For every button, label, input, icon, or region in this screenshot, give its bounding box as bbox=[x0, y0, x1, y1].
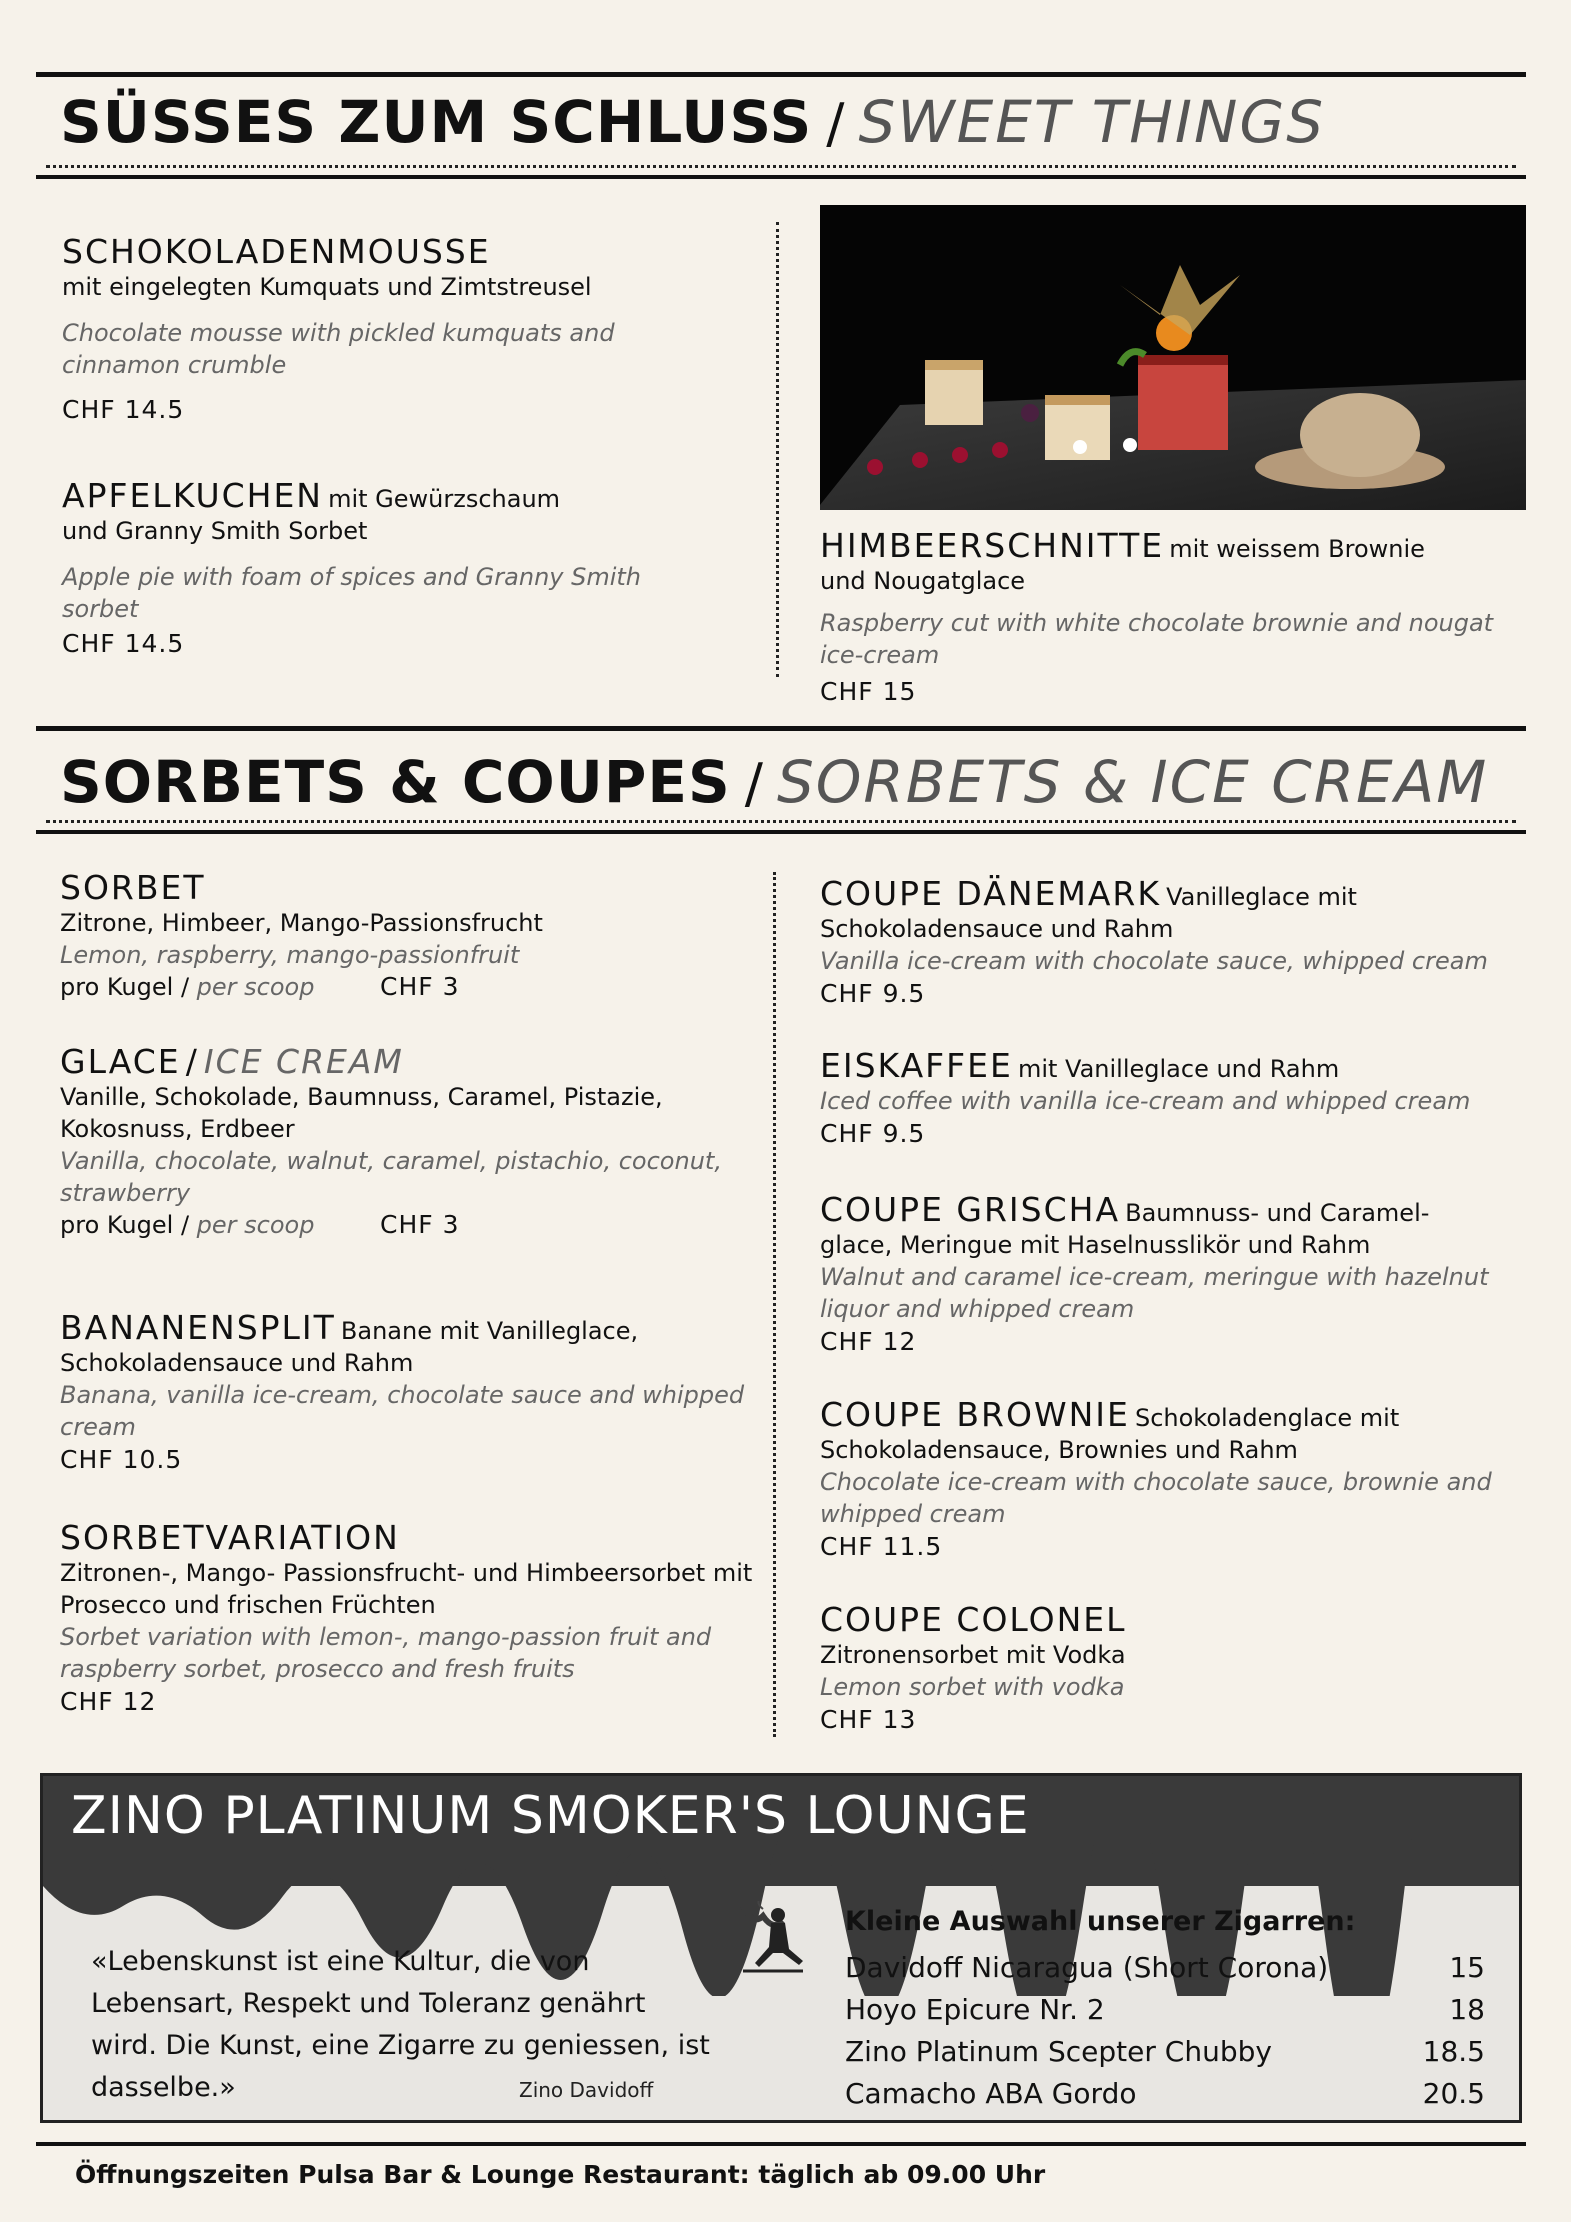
menu-item: HIMBEERSCHNITTE mit weissem Brownie und Nougatglace Raspberry cut with white chocolate brownie and nougat ice-cream CHF 15 bbox=[820, 526, 1494, 706]
lounge-title: ZINO PLATINUM SMOKER'S LOUNGE bbox=[71, 1786, 1030, 1846]
menu-item: SORBET Zitrone, Himbeer, Mango-Passionsfrucht Lemon, raspberry, mango-passionfruit pro Kugel / per scoop CHF 3 bbox=[60, 868, 543, 1001]
footer-rule bbox=[36, 2142, 1526, 2146]
section-rule bbox=[36, 830, 1526, 834]
column-divider bbox=[776, 222, 779, 677]
menu-item: SORBETVARIATION Zitronen-, Mango- Passionsfrucht- und Himbeersorbet mit Prosecco und frischen Früchten Sorbet variation with lemon-, mango-passion fruit and raspberry sorbet, prosecco and fresh fruits CHF 12 bbox=[60, 1518, 753, 1716]
section-title-en: SWEET THINGS bbox=[858, 88, 1326, 156]
section-title-en: SORBETS & ICE CREAM bbox=[776, 748, 1489, 816]
section-title-de: SORBETS & COUPES bbox=[60, 748, 731, 816]
section-title-de: SÜSSES ZUM SCHLUSS bbox=[60, 88, 813, 156]
menu-item: EISKAFFEE mit Vanilleglace und Rahm Iced coffee with vanilla ice-cream and whipped cream CHF 9.5 bbox=[820, 1046, 1471, 1148]
cigar-row: Camacho ABA Gordo 20.5 bbox=[845, 2077, 1485, 2110]
smokers-lounge-box bbox=[40, 1773, 1522, 2123]
quote-author: Zino Davidoff bbox=[519, 2078, 654, 2102]
section-title-sorbets: SORBETS & COUPES / SORBETS & ICE CREAM bbox=[60, 748, 1489, 816]
section-rule bbox=[36, 175, 1526, 179]
section-top-rule bbox=[36, 726, 1526, 731]
section-top-rule bbox=[36, 72, 1526, 77]
menu-item: COUPE GRISCHA Baumnuss- und Caramel- glace, Meringue mit Haselnusslikör und Rahm Walnut and caramel ice-cream, meringue with hazelnut liquor and whipped cream CHF 12 bbox=[820, 1190, 1489, 1356]
menu-item: SCHOKOLADENMOUSSE mit eingelegten Kumquats und Zimtstreusel Chocolate mousse with pickled kumquats and cinnamon crumble CHF 14.5 bbox=[62, 232, 615, 424]
menu-item: BANANENSPLIT Banane mit Vanilleglace, Schokoladensauce und Rahm Banana, vanilla ice-cream, chocolate sauce and whipped cream CHF 10.5 bbox=[60, 1308, 745, 1474]
cigars-heading: Kleine Auswahl unserer Zigarren: bbox=[845, 1906, 1356, 1937]
column-divider bbox=[773, 872, 776, 1737]
lounge-quote: «Lebenskunst ist eine Kultur, die von Lebensart, Respekt und Toleranz genährt wird. Die Kunst, eine Zigarre zu geniessen, ist dasselbe.» bbox=[91, 1946, 710, 2103]
menu-item: COUPE BROWNIE Schokoladenglace mit Schokoladensauce, Brownies und Rahm Chocolate ice-cream with chocolate sauce, brownie and whipped cream CHF 11.5 bbox=[820, 1395, 1492, 1561]
menu-item: GLACE / ICE CREAM Vanille, Schokolade, Baumnuss, Caramel, Pistazie, Kokosnuss, Erdbeer Vanilla, chocolate, walnut, caramel, pistachio, coconut, strawberry pro Kugel / per scoop CHF 3 bbox=[60, 1042, 722, 1239]
opening-hours: Öffnungszeiten Pulsa Bar & Lounge Restaurant: täglich ab 09.00 Uhr bbox=[75, 2160, 1046, 2189]
dessert-photo bbox=[820, 205, 1526, 510]
menu-item: COUPE DÄNEMARK Vanilleglace mit Schokoladensauce und Rahm Vanilla ice-cream with chocolate sauce, whipped cream CHF 9.5 bbox=[820, 874, 1488, 1008]
cigar-row: Hoyo Epicure Nr. 2 18 bbox=[845, 1993, 1485, 2026]
dotted-divider bbox=[46, 820, 1516, 823]
menu-item: APFELKUCHEN mit Gewürzschaum und Granny Smith Sorbet Apple pie with foam of spices and Granny Smith sorbet CHF 14.5 bbox=[62, 476, 642, 658]
cigar-row: Davidoff Nicaragua (Short Corona) 15 bbox=[845, 1951, 1485, 1984]
section-title-sweet: SÜSSES ZUM SCHLUSS / SWEET THINGS bbox=[60, 88, 1326, 156]
smoker-silhouette-icon bbox=[733, 1901, 813, 1981]
menu-item: COUPE COLONEL Zitronensorbet mit Vodka Lemon sorbet with vodka CHF 13 bbox=[820, 1600, 1127, 1734]
dotted-divider bbox=[46, 165, 1516, 168]
cigar-row: Zino Platinum Scepter Chubby 18.5 bbox=[845, 2035, 1485, 2068]
